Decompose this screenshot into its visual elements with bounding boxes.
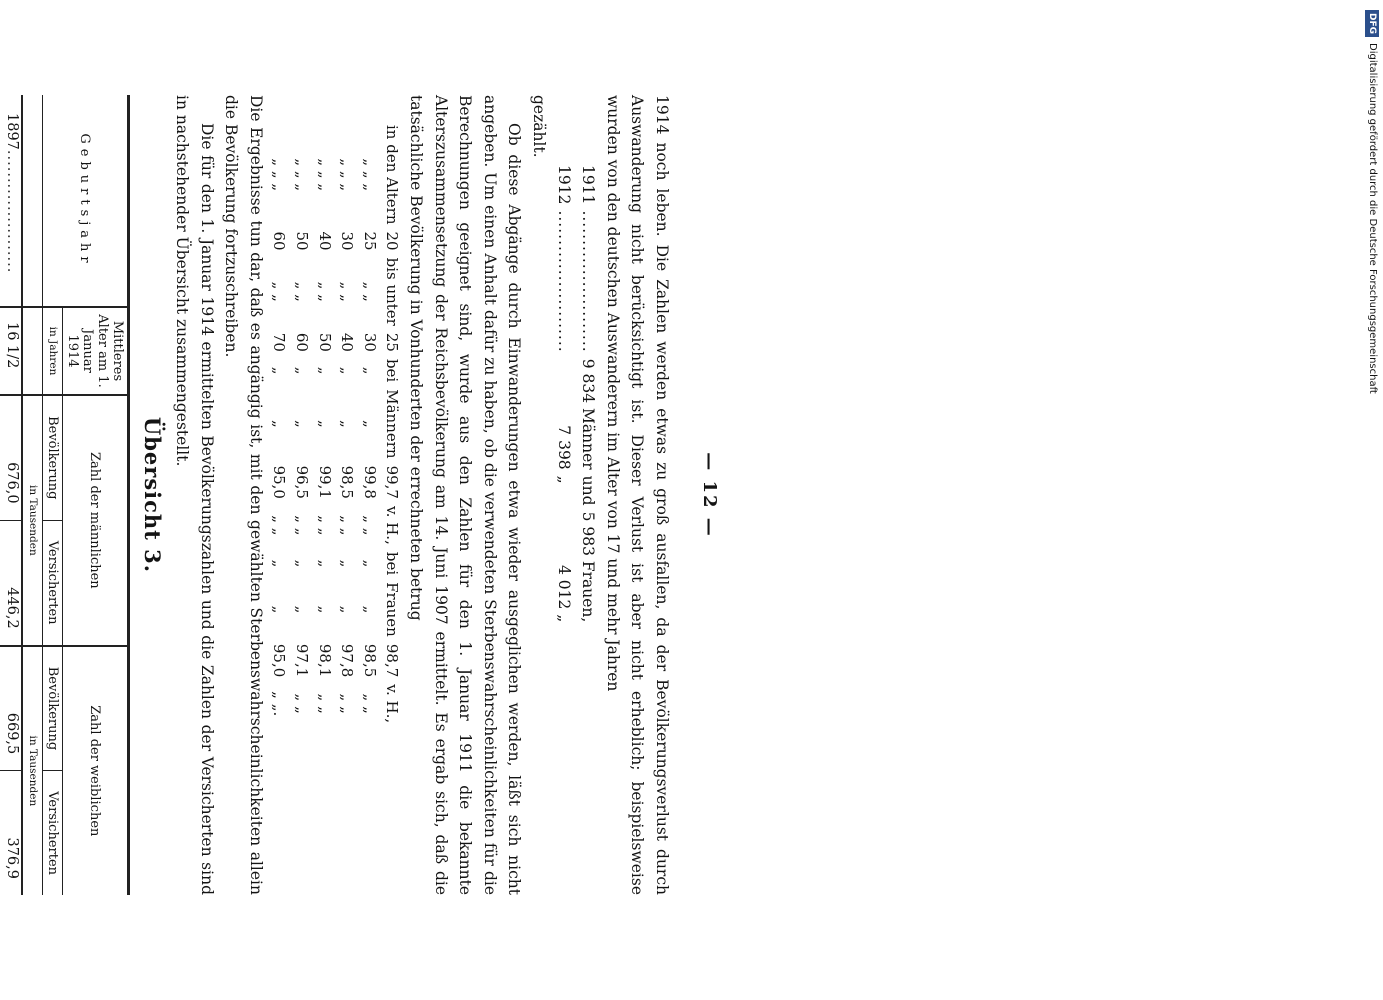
- age-cell-vh: „ „: [293, 515, 312, 536]
- age-cell-women: 98,5: [360, 643, 379, 678]
- emigration-row: [551, 165, 576, 628]
- age-cell-prefix: „ „ „: [338, 158, 357, 192]
- age-cell-vh: „ „: [360, 515, 379, 536]
- age-cell-bei: „: [338, 366, 357, 375]
- age-cell-bei: bei: [383, 358, 402, 383]
- paragraph-2: Ob diese Abgänge durch Einwanderungen etwa wieder ausgeglichen werden, läßt sich nicht angeben. Um einen Anhalt dafür zu haben, ob die verwendeten Sterbenswahrscheinlichkeiten für die Berechnungen geeignet sind, wurde aus den Zahlen für den 1. Januar 1911 die bekannte Alterszusammensetzung der Reichsbevölkerung am 14. Juni 1907 ermittelt. Es ergab sich, daß die tatsächliche Bevölkerung in Vonhunderten der errechneten betrug: [407, 95, 524, 895]
- age-cell-men-label: „: [270, 420, 289, 428]
- age-cell-mid: bis unter: [383, 257, 402, 326]
- age-cell-women: 97,8: [338, 643, 357, 678]
- age-cell-prefix: „ „ „: [360, 158, 379, 192]
- header-female-thousands: in Tausenden: [22, 646, 43, 895]
- birth-year: [0, 113, 1, 150]
- age-cell-mid: „ „: [315, 281, 334, 302]
- age-cell-men-label: „: [293, 420, 312, 428]
- birth-year-cell: [2, 95, 23, 307]
- age-row: [291, 125, 314, 730]
- age-cell-prefix: „ „ „: [315, 158, 334, 192]
- rotated-document-page: [4, 95, 720, 895]
- leader-dots: [0, 150, 1, 273]
- age-cell-vh2: „ „: [315, 693, 334, 714]
- male-population-cell: 676,0: [2, 395, 23, 520]
- age-cell-to: 60: [293, 332, 312, 352]
- age-row: [336, 125, 359, 730]
- age-cell-bei2: „: [293, 559, 312, 568]
- paragraph-3: Die Ergebnisse tun dar, daß es angängig ist, mit den gewählten Sterbenswahrscheinlichkeiten allein die Bevölkerung fortzuschreiben.: [222, 95, 265, 895]
- overview-table: [0, 95, 130, 895]
- age-cell-bei2: „: [360, 559, 379, 568]
- age-cell-vh: „ „: [270, 515, 289, 536]
- age-cell-men: 95,0: [270, 465, 289, 499]
- age-cell-vh2: „ „: [338, 693, 357, 714]
- age-cell-women-label: „: [338, 605, 357, 614]
- age-cell-mid: „ „: [293, 281, 312, 302]
- age-cell-from: 25: [360, 231, 379, 251]
- age-cell-vh2: v. H.,: [383, 684, 402, 724]
- age-cell-men-label: „: [360, 420, 379, 428]
- age-cell-vh: v. H.,: [383, 505, 402, 545]
- paragraph-4: Die für den 1. Januar 1914 ermittelten Bevölkerungszahlen und die Zahlen der Versicherten sind in nachstehender Übersicht zusammengestellt.: [173, 95, 216, 895]
- age-cell-women: 98,1: [315, 643, 334, 678]
- female-population-cell: 669,5: [2, 646, 23, 771]
- age-cell-mid: „ „: [338, 281, 357, 302]
- age-cell-to: 70: [270, 332, 289, 352]
- age-cell-prefix: in den Altern: [383, 125, 402, 225]
- age-row: [268, 125, 291, 730]
- emigration-row: [576, 165, 601, 628]
- header-birth-year: Geburtsjahr: [43, 95, 129, 307]
- age-cell-women-label: „: [270, 605, 289, 614]
- age-cell-from: 60: [270, 231, 289, 251]
- table-row: [2, 95, 23, 895]
- age-row: [358, 125, 381, 730]
- emigration-dots: ........................: [554, 210, 573, 353]
- avg-age-cell: 16 1/2: [2, 307, 23, 395]
- emigration-year: 1912: [554, 165, 573, 205]
- age-cell-women-label: „: [293, 605, 312, 614]
- age-cell-prefix: „ „ „: [293, 158, 312, 192]
- emigration-men: 7 398: [554, 425, 573, 470]
- leader-dots: ......................: [4, 149, 20, 274]
- age-cell-bei: „: [293, 366, 312, 375]
- after-table-word: gezählt.: [530, 95, 549, 158]
- age-cell-to: 25: [383, 332, 402, 352]
- age-cell-bei: „: [315, 366, 334, 375]
- emigration-dots: ........................: [579, 210, 598, 353]
- age-cell-vh2: „ „: [293, 693, 312, 714]
- header-female-population: Bevölkerung: [43, 646, 63, 771]
- age-cell-mid: „ „: [360, 281, 379, 302]
- age-cell-women: 95,0: [270, 643, 289, 678]
- body-text: [170, 95, 674, 895]
- age-cell-to: 50: [315, 332, 334, 352]
- age-cell-vh: „ „: [315, 515, 334, 536]
- age-cell-vh: „ „: [338, 515, 357, 536]
- dfg-logo: DFG: [1365, 10, 1379, 37]
- header-avg-age: Mittleres Alter am 1. Januar 1914: [63, 307, 129, 395]
- age-cell-men-label: „: [338, 420, 357, 428]
- header-male-thousands: in Tausenden: [22, 395, 43, 646]
- age-cell-bei2: „: [315, 559, 334, 568]
- age-cell-bei2: bei: [383, 551, 402, 576]
- age-cell-men: 99,7: [383, 465, 402, 499]
- age-cell-men-label: „: [315, 420, 334, 428]
- emigration-women: 4 012 „: [554, 565, 573, 623]
- age-cell-from: 20: [383, 231, 402, 251]
- digitization-credit-text: Digitalisierung gefördert durch die Deutsche Forschungsgemeinschaft: [1367, 43, 1378, 394]
- age-cell-women: 98,7: [383, 643, 402, 678]
- age-row: [381, 125, 404, 730]
- header-male-group: Zahl der männlichen: [63, 395, 129, 646]
- header-female-group: Zahl der weiblichen: [63, 646, 129, 895]
- age-cell-from: 50: [293, 231, 312, 251]
- age-comparison-table: [268, 125, 404, 730]
- female-insured-cell: 376,9: [2, 771, 23, 895]
- emigration-women: 5 983 Frauen,: [579, 511, 598, 623]
- age-cell-vh2: „ „.: [270, 691, 289, 717]
- age-cell-mid: „ „: [270, 281, 289, 302]
- age-cell-from: 40: [315, 231, 334, 251]
- header-male-population: Bevölkerung: [43, 395, 63, 520]
- birth-year: 1897: [4, 113, 20, 150]
- age-cell-women-label: Frauen: [383, 582, 402, 637]
- age-row: [313, 125, 336, 730]
- age-cell-men: 96,5: [293, 465, 312, 499]
- header-avg-age-unit: in Jahren: [43, 307, 63, 395]
- age-cell-bei: „: [270, 366, 289, 375]
- age-cell-women: 97,1: [293, 643, 312, 678]
- age-cell-bei2: „: [270, 559, 289, 568]
- age-cell-from: 30: [338, 231, 357, 251]
- age-cell-men: 98,5: [338, 465, 357, 499]
- header-female-insured: Versicherten: [43, 771, 63, 895]
- emigration-table: [551, 165, 600, 628]
- emigration-und: „: [554, 475, 573, 484]
- age-cell-men: 99,1: [315, 465, 334, 499]
- age-cell-prefix: „ „ „: [270, 158, 289, 192]
- age-cell-women-label: „: [315, 605, 334, 614]
- emigration-men: 9 834 Männer: [579, 358, 598, 470]
- age-cell-to: 30: [360, 332, 379, 352]
- emigration-und: und: [579, 475, 598, 506]
- age-cell-to: 40: [338, 332, 357, 352]
- age-cell-women-label: „: [360, 605, 379, 614]
- page-header: — 12 —: [699, 452, 720, 538]
- age-cell-men-label: Männern: [383, 389, 402, 459]
- age-cell-men: 99,8: [360, 465, 379, 499]
- male-insured-cell: 446,2: [2, 520, 23, 646]
- emigration-year: 1911: [579, 165, 598, 205]
- intro-paragraph: 1914 noch leben. Die Zahlen werden etwas zu groß ausfallen, da der Bevölkerungsverlust durch Auswanderung nicht berücksichtigt ist. Dieser Verlust ist aber nicht erheblich; beispielsweise wurden von den deutschen Auswanderern im Alter von 17 und mehr Jahren: [603, 95, 671, 895]
- header-male-insured: Versicherten: [43, 520, 63, 646]
- table-title: Übersicht 3.: [140, 416, 165, 574]
- age-cell-vh2: „ „: [360, 693, 379, 714]
- digitization-credit: [1365, 10, 1379, 1000]
- age-cell-bei2: „: [338, 559, 357, 568]
- age-cell-bei: „: [360, 366, 379, 375]
